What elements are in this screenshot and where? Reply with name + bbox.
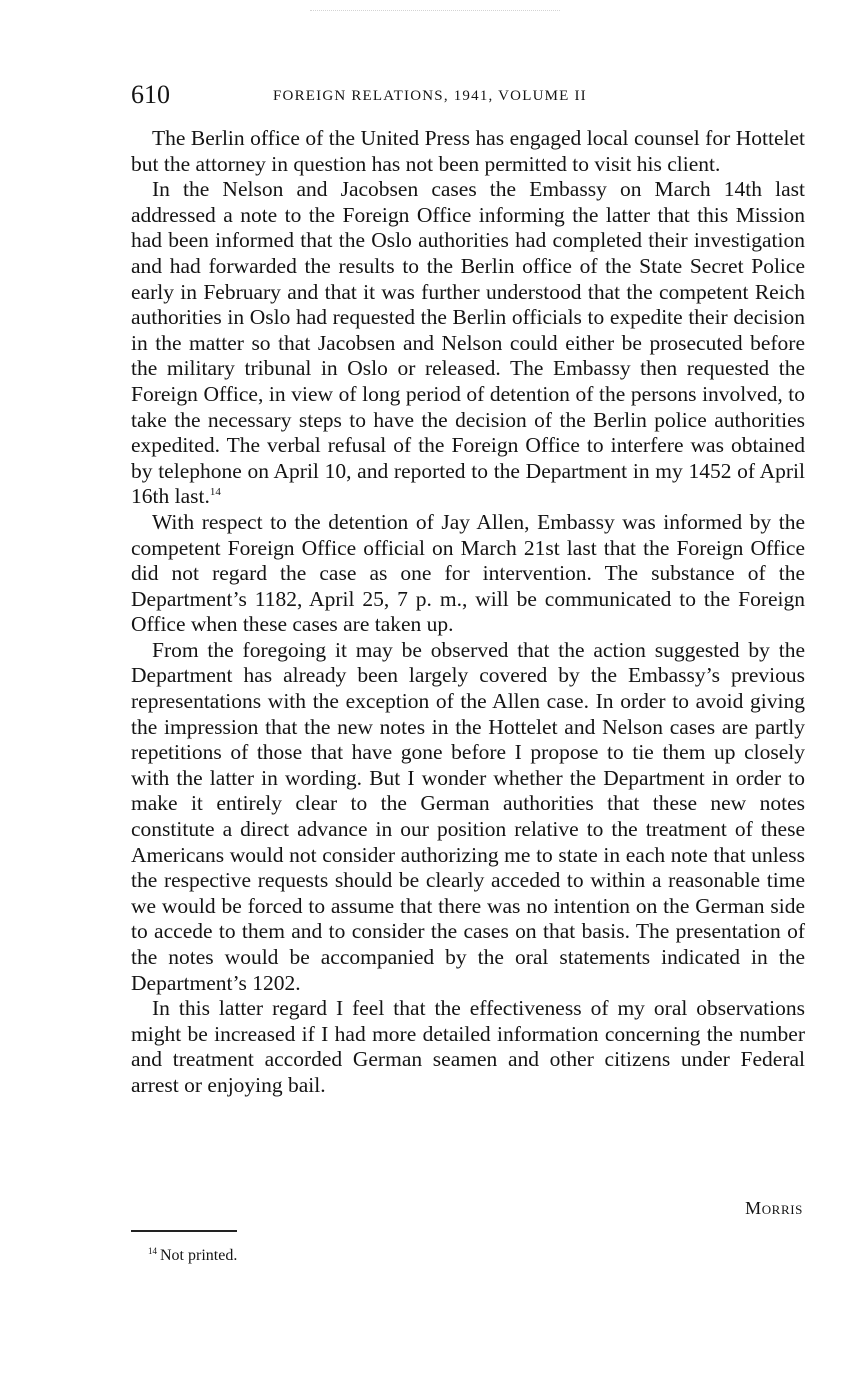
paragraph-2 xyxy=(131,177,805,510)
scan-smudge xyxy=(310,10,560,17)
paragraph-5: In this latter regard I feel that the effectiveness of my oral observations might be increased if I had more detailed information concerning the number and treatment accorded German seamen and other citizens under Federal arrest or enjoying bail. xyxy=(131,996,805,1097)
paragraph-4: From the foregoing it may be observed that the action suggested by the Department has already been largely covered by the Embassy’s previous representations with the exception of the Allen case. In order to avoid giving the impression that the new notes in the Hottelet and Nelson cases are partly repetitions of those that have gone before I propose to tie them up closely with the latter in wording. But I wonder whether the Department in order to make it entirely clear to the German authorities that these new notes constitute a direct advance in our position relative to the treatment of these Americans would not consider authorizing me to state in each note that unless the respective requests should be clearly acceded to within a reasonable time we would be forced to assume that there was no intention on the German side to accede to them and to consider the cases on that basis. The presentation of the notes would be accompanied by the oral statements indicated in the Department’s 1202. xyxy=(131,637,805,995)
footnote-text: Not printed. xyxy=(160,1247,238,1264)
paragraph-1: The Berlin office of the United Press has engaged local counsel for Hottelet but the attorney in question has not been permitted to visit his client. xyxy=(131,126,805,176)
footnote-reference: 14 xyxy=(209,486,221,499)
running-title: FOREIGN RELATIONS, 1941, VOLUME II xyxy=(273,88,587,104)
signature: Morris xyxy=(745,1198,803,1218)
paragraph-2-text: In the Nelson and Jacobsen cases the Embassy on March 14th last addressed a note to the Foreign Office informing the latter that this Mission had been informed that the Oslo authorities had completed their investigation and had forwarded the results to the Berlin office of the State Secret Police early in February and that it was further understood that the competent Reich authorities in Oslo had requested the Berlin officials to expedite their decision in the matter so that Jacobsen and Nelson could either be prosecuted before the military tribunal in Oslo or released. The Embassy then requested the Foreign Office, in view of long period of detention of the persons involved, to take the necessary steps to have the decision of the Berlin police authorities expedited. The verbal refusal of the Foreign Office to interfere was obtained by telephone on April 10, and reported to the Department in my 1452 of April 16th last. xyxy=(131,177,805,509)
running-head xyxy=(131,80,803,114)
paragraph-3: With respect to the detention of Jay Allen, Embassy was informed by the competent Foreign Office official on March 21st last that the Foreign Office did not regard the case as one for intervention. The substance of the Department’s 1182, April 25, 7 p. m., will be communicated to the Foreign Office when these cases are taken up. xyxy=(131,509,805,637)
footnote-marker: 14 xyxy=(148,1246,157,1256)
page-number: 610 xyxy=(131,80,170,109)
body-text xyxy=(131,126,805,1099)
footnote-rule xyxy=(131,1230,237,1232)
footnote xyxy=(148,1246,237,1265)
